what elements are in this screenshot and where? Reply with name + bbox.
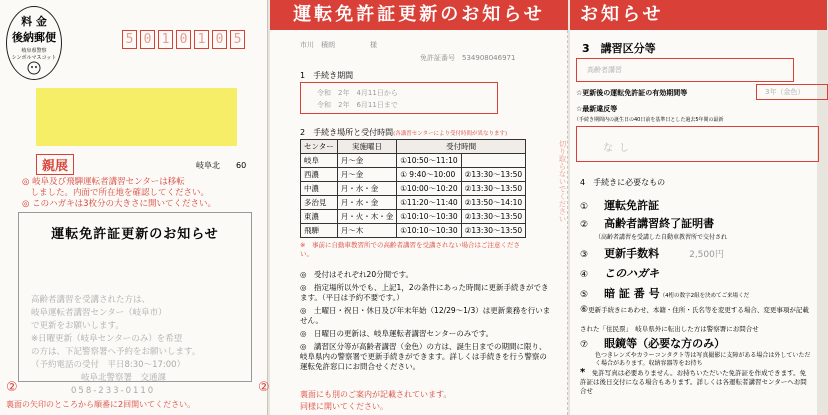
cell-time2: ②13:30〜13:50	[461, 168, 525, 182]
photo-note: * 免許写真は必要ありません。お持ちいただいた免許証を作成できます。免許証は後日交付になる場合もあります。詳しくは各運転者講習センターへお問合せ	[580, 367, 807, 395]
sender-area-num: 60	[236, 161, 247, 170]
faint-line: の方は、下記警察署へ予約をお願いします。	[31, 347, 201, 357]
table-header-row	[301, 140, 526, 154]
postal-digit: 1	[158, 30, 173, 49]
section1-heading: 1 手続き期間	[300, 71, 354, 80]
cell-center: 飛騨	[301, 224, 338, 238]
cell-center: 西濃	[301, 168, 338, 182]
faint-line: 岐阜北警察署 交通課	[81, 373, 167, 383]
req-item	[580, 297, 815, 333]
violation-note: （手続き期間内の誕生日の40日前を基準日とした過去5年間の最新	[574, 117, 724, 123]
faint-line: 岐阜運転者講習センター（岐阜市）	[31, 308, 167, 318]
section3-heading: 3 講習区分等	[582, 42, 656, 55]
cell-time1: ①10:10〜10:30	[397, 210, 461, 224]
table-row	[301, 182, 526, 196]
header-days: 実施曜日	[337, 140, 397, 154]
class-value: 高齢者講習	[587, 66, 622, 74]
note-item: ◎ 土曜日・祝日・休日及び年末年始（12/29〜1/3）は更新業務を行いません。	[300, 306, 551, 325]
cell-center: 多治見	[301, 196, 338, 210]
table-row	[301, 224, 526, 238]
faint-text	[31, 294, 251, 398]
postal-digit: 1	[194, 30, 209, 49]
cell-time2: ②13:50〜14:10	[461, 196, 525, 210]
class-box	[576, 58, 794, 82]
cell-time2: ②13:30〜13:50	[461, 182, 525, 196]
table-row	[301, 154, 526, 168]
cell-time1: ①10:10〜10:30	[397, 224, 461, 238]
notice-box	[18, 212, 252, 396]
req-title: 更新手数料	[604, 247, 660, 260]
postal-digit: 0	[212, 30, 227, 49]
note-text: 指定場所以外でも、上記1，2の条件にあった時間に更新手続きができます。（平日は予約不要です。）	[300, 283, 549, 302]
notice-line-text: しました。内面で所在地を確認してください。	[30, 188, 210, 198]
stamp-org: 岐阜県警察	[21, 48, 47, 54]
req-item	[580, 191, 815, 212]
fold-marker-left: ②	[6, 380, 18, 395]
req-item	[580, 279, 815, 300]
cell-center: 岐阜	[301, 154, 338, 168]
section2-title: 2 手続き場所と受付時間	[300, 128, 394, 137]
section2-note: (各講習センターにより受付時間が異なります)	[393, 131, 508, 137]
photo-note-text: 免許写真は必要ありません。お持ちいただいた免許証を作成できます。免許証は後日交付になる場合もあります。詳しくは各運転者講習センターへお問合せ	[580, 369, 807, 395]
req-title: このハガキ	[604, 267, 660, 280]
faint-line: 高齢者講習を受講された方は、	[31, 295, 151, 305]
validity-label: ☆更新後の運転免許証の有効期間等	[576, 89, 688, 97]
cell-time2: ②13:30〜13:50	[461, 210, 525, 224]
recipient-given-name: 積朗	[321, 41, 335, 49]
req-number: ③	[580, 250, 589, 260]
notice-line: ◎ 岐阜及び飛騨運転者講習センターは移転	[22, 177, 185, 187]
cell-time1: ①10:00〜10:20	[397, 182, 461, 196]
stamp-fee: 料 金	[21, 15, 47, 28]
req-sub: 色つきレンズやカラーコンタクト等は写真撮影に支障がある場合は外していただく場合があります。収納容器等をお持ち	[595, 352, 811, 367]
postal-digit: 5	[230, 30, 245, 49]
cell-time2: ②13:30〜13:50	[461, 224, 525, 238]
faint-line: ※日曜更新（岐阜センターのみ）を希望	[31, 334, 183, 344]
stamp-mascot-label: シンボルマスコット	[11, 55, 57, 61]
cell-days: 月・水・金	[337, 196, 397, 210]
req-sub: （4桁の数字2組を決めてご来場くだ	[659, 293, 750, 299]
panel-title-continued: お知らせ	[570, 0, 827, 30]
req-item	[580, 209, 815, 239]
section2-heading	[300, 127, 507, 138]
schedule-table	[300, 139, 526, 238]
cell-time1: ① 9:40〜10:00	[397, 168, 461, 182]
redacted-address-block	[36, 88, 237, 146]
footer-line1: 裏面にも別のご案内が記載されています。	[300, 390, 452, 399]
note-text: 講習区分等が高齢者講習（金色）の方は、誕生日までの期間に限り、岐阜県内の警察署で更新手続きができます。詳しくは手続きを行う警察の運転免許窓口にお問合せください。	[300, 342, 547, 371]
cell-time1: ①10:50〜11:10	[397, 154, 461, 168]
section4-heading: 4 手続きに必要なもの	[580, 178, 666, 187]
postal-digit: 5	[122, 30, 137, 49]
recipient-honorific: 様	[370, 41, 377, 49]
confidential-label: 親展	[36, 154, 74, 175]
header-center: センター	[301, 140, 338, 154]
mascot-icon	[24, 61, 44, 75]
table-note: ※ 事前に自動車教習所での高齢者講習を受講されない場合はご注意ください。	[300, 241, 520, 258]
violation-box	[576, 126, 819, 162]
req-sub: （高齢者講習を受講した自動車教習所で交付され	[595, 234, 728, 241]
req-item	[580, 259, 815, 279]
postal-digit: 0	[140, 30, 155, 49]
cell-days: 月〜金	[337, 154, 397, 168]
cell-center: 中濃	[301, 182, 338, 196]
license-value: 534908046971	[462, 54, 516, 62]
fold-marker-right: ②	[258, 380, 270, 395]
violation-value: なし	[603, 143, 635, 154]
notice-line	[22, 188, 216, 199]
note-item: ◎ 受付はそれぞれ20分間です。	[300, 270, 413, 279]
license-label: 免許証番号	[420, 54, 455, 62]
requirements-list	[580, 191, 815, 367]
faint-line: で更新をお願いします。	[31, 321, 124, 331]
req-number: ②	[580, 220, 589, 230]
req-item	[580, 329, 815, 367]
req-number: ①	[580, 202, 589, 212]
stamp-postpaid: 後納郵便	[12, 31, 56, 44]
notice-line: ◎ このハガキは3枚分の大きさに開いてください。	[22, 199, 217, 209]
req-item	[580, 239, 815, 259]
cell-center: 東濃	[301, 210, 338, 224]
note-item: ◎ 指定場所以外でも、上記1，2の条件にあった時間に更新手続きができます。（平日は予約不要です。）	[300, 283, 549, 302]
note-text: 受付はそれぞれ20分間です。	[314, 270, 413, 279]
table-row	[301, 196, 526, 210]
recipient-surname: 市川	[300, 41, 314, 49]
note-item: ◎ 講習区分等が高齢者講習（金色）の方は、誕生日までの期間に限り、岐阜県内の警察署で更新手続きができます。詳しくは手続きを行う警察の運転免許窓口にお問合せください。	[300, 342, 547, 371]
req-title: 高齢者講習終了証明書	[604, 217, 715, 230]
notice-line-text: このハガキは3枚分の大きさに開いてください。	[32, 199, 217, 209]
header-hours: 受付時間	[397, 140, 526, 154]
postage-stamp	[6, 6, 62, 80]
notice-line-text: 岐阜及び飛騨運転者講習センターは移転	[32, 177, 185, 187]
footer-line2: 同様に開いてください。	[300, 402, 388, 411]
faint-line: （予約電話の受付 平日8:30〜17:00）	[31, 360, 186, 370]
relocation-notice	[22, 177, 216, 210]
table-row	[301, 168, 526, 182]
cell-days: 月〜金	[337, 168, 397, 182]
do-not-cut-text: 切り取らないでください	[558, 140, 567, 223]
postcard-middle-panel	[270, 0, 568, 415]
cell-days: 月・火・木・金	[337, 210, 397, 224]
req-title: 眼鏡等（必要な方のみ）	[604, 337, 726, 350]
cell-days: 月・水・金	[337, 182, 397, 196]
sender-area	[196, 160, 246, 171]
req-title: 暗 証 番 号	[604, 287, 660, 300]
period-box	[300, 82, 498, 114]
fee-amount: 2,500円	[689, 250, 724, 260]
req-number: ⑥	[580, 305, 589, 315]
cell-days: 月〜木	[337, 224, 397, 238]
note-text: 日曜日の更新は、岐阜運転者講習センターのみです。	[314, 329, 494, 338]
unfold-instruction: 裏面の矢印のところから順番に2回開いてください。	[6, 400, 196, 409]
recipient-name	[300, 40, 377, 50]
period-from: 令和 2年 4月11日から	[317, 89, 398, 97]
req-number: ⑤	[580, 290, 589, 300]
validity-box	[756, 84, 828, 100]
faint-line: 058-233-0110	[71, 386, 156, 396]
note-text: 土曜日・祝日・休日及び年末年始（12/29〜1/3）は更新業務を行いません。	[300, 306, 551, 325]
notice-title: 運転免許証更新のお知らせ	[51, 227, 219, 242]
req-number: ⑦	[580, 340, 589, 350]
panel-title: 運転免許証更新のお知らせ	[270, 0, 568, 30]
period-to: 令和 2年 6月11日まで	[317, 101, 398, 109]
note-item: ◎ 日曜日の更新は、岐阜運転者講習センターのみです。	[300, 329, 494, 338]
req-title: 運転免許証	[604, 199, 660, 212]
validity-value: 3年（金色）	[765, 88, 805, 96]
postcard-right-panel	[570, 0, 817, 415]
notes-list	[300, 270, 552, 372]
violation-label: ☆最新違反等	[576, 105, 618, 113]
req-sub: 更新手続きにあわせ、本籍・住所・氏名等を変更する場合、変更事項が記載された「住民票」 岐阜県外に転出した方は警察署にお問合せ	[580, 306, 809, 333]
postal-code-boxes	[122, 28, 248, 49]
req-number: ④	[580, 270, 589, 280]
postcard-front-panel	[0, 0, 268, 415]
sender-area-name: 岐阜北	[196, 161, 220, 170]
table-row	[301, 210, 526, 224]
license-number	[420, 53, 515, 63]
cell-time1: ①11:20〜11:40	[397, 196, 461, 210]
cell-time2	[461, 154, 525, 168]
postal-digit: 0	[176, 30, 191, 49]
